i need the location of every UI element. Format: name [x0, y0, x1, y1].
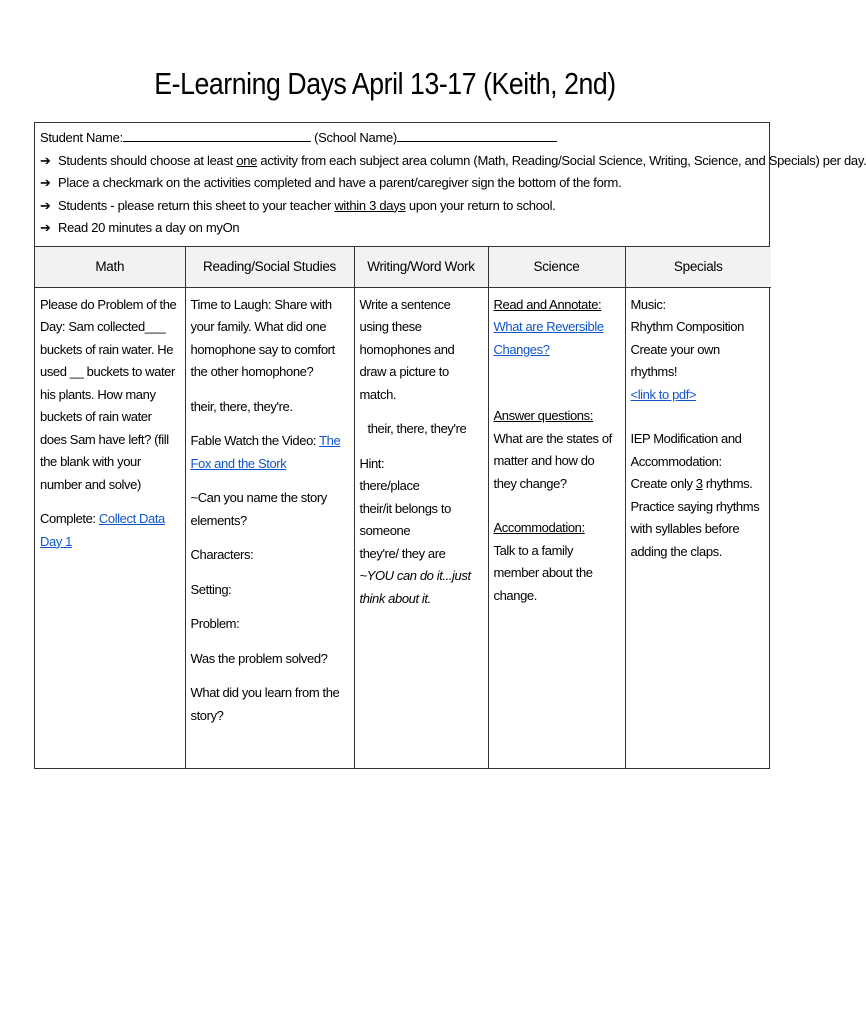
specials-cell: Music: Rhythm Composition Create your own rhythms! <link to pdf> IEP Modification and Accommodation: Create only 3 rhythms. Practice saying rhythms with syllables before adding the claps.	[625, 287, 771, 768]
column-header-writing: Writing/Word Work	[354, 247, 488, 288]
math-cell	[35, 287, 185, 768]
instruction-item: ➔ Place a checkmark on the activities completed and have a parent/caregiver sign the bottom of the form.	[40, 172, 764, 195]
column-header-reading: Reading/Social Studies	[185, 247, 354, 288]
table-header-row	[35, 247, 771, 288]
instructions-block	[35, 123, 866, 247]
collect-data-link[interactable]: Collect Data Day 1	[40, 511, 165, 549]
school-name-label: (School Name)	[314, 130, 397, 145]
column-header-math: Math	[35, 247, 185, 288]
school-name-blank[interactable]	[397, 129, 557, 142]
instruction-item: ➔ Students - please return this sheet to your teacher within 3 days upon your return to school.	[40, 195, 764, 218]
student-name-blank[interactable]	[123, 129, 311, 142]
math-problem: Please do Problem of the Day: Sam collected___ buckets of rain water. He used __ buckets to water his plants. How many buckets of rain water does Sam have left? (fill the blank with your number and solve)	[40, 296, 177, 492]
arrow-right-icon: ➔	[40, 197, 51, 213]
pdf-link[interactable]: <link to pdf>	[630, 386, 697, 402]
fox-and-stork-link[interactable]: The Fox and the Stork	[190, 433, 341, 471]
activity-sheet	[34, 122, 866, 769]
arrow-right-icon: ➔	[40, 175, 51, 190]
page-title: E-Learning Days April 13-17 (Keith, 2nd)	[154, 66, 616, 101]
student-name-line	[40, 127, 764, 150]
instruction-item: ➔ Read 20 minutes a day on myOn	[40, 217, 764, 240]
column-header-specials: Specials	[625, 247, 771, 288]
arrow-right-icon: ➔	[40, 152, 51, 168]
column-header-science: Science	[488, 247, 625, 288]
writing-cell: Write a sentence using these homophones and draw a picture to match. their, there, they're Hint: there/place their/it belongs to someone they're/ they are ~YOU can do it...just think about it.	[354, 287, 488, 768]
student-name-label: Student Name:	[40, 130, 123, 145]
table-row	[35, 287, 771, 768]
instruction-item: ➔ Students should choose at least one activity from each subject area column (Math, Reading/Social Science, Writing, Science, and Specials) per day.	[40, 150, 764, 173]
science-cell: Read and Annotate: What are Reversible Changes? Answer questions: What are the states of matter and how do they change? Accommodation: Talk to a family member about the change.	[488, 287, 625, 768]
math-complete: Complete: Collect Data Day 1	[40, 511, 165, 549]
reversible-changes-link[interactable]: What are Reversible Changes?	[493, 319, 604, 357]
subject-table	[35, 247, 771, 768]
arrow-right-icon: ➔	[40, 220, 51, 235]
reading-cell: Time to Laugh: Share with your family. What did one homophone say to comfort the other homophone? their, there, they're. Fable Watch the Video: The Fox and the Stork ~Can you name the story elements? Characters: Setting: Problem: Was the problem solved? What did you learn from the story?	[185, 287, 354, 768]
